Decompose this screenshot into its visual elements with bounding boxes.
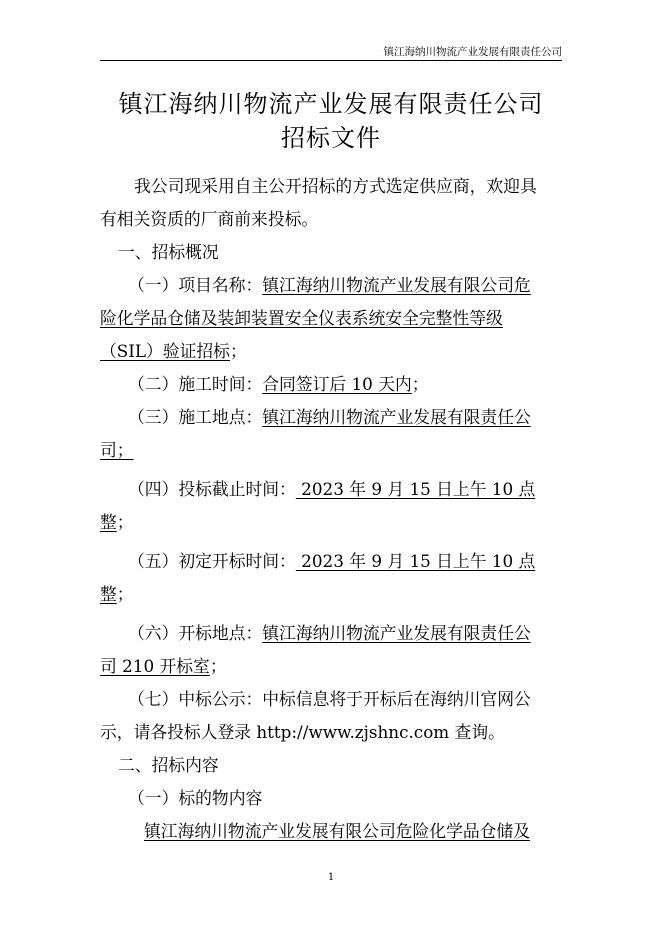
document-title: 招标文件 bbox=[281, 124, 381, 152]
opening-time-value: 整 bbox=[100, 584, 117, 604]
content-line-1 bbox=[100, 815, 562, 848]
item-opening-time bbox=[100, 545, 562, 578]
document-title-company: 镇江海纳川物流产业发展有限责任公司 bbox=[118, 90, 544, 118]
construction-time-value: 合同签订后 10 天内 bbox=[262, 374, 412, 394]
intro-line-1: 我公司现采用自主公开招标的方式选定供应商，欢迎具 bbox=[134, 176, 537, 196]
item-award-notice-cont: 示，请各投标人登录 http://www.zjshnc.com 查询。 bbox=[100, 722, 505, 742]
project-name-value: 险化学品仓储及装卸装置安全仪表系统安全完整性等级 bbox=[100, 308, 503, 328]
punctuation: ； bbox=[411, 374, 429, 394]
punctuation: ； bbox=[229, 341, 247, 361]
punctuation: ； bbox=[116, 512, 134, 532]
item-bid-deadline bbox=[100, 473, 562, 506]
item-label: （五）初定开标时间： bbox=[128, 551, 296, 571]
item-opening-time-cont bbox=[100, 578, 562, 611]
opening-time-value: 2023 年 9 月 15 日上午 10 点 bbox=[295, 551, 536, 571]
content-value: 镇江海纳川物流产业发展有限公司危险化学品仓储及 bbox=[144, 821, 530, 841]
item-project-name bbox=[100, 269, 562, 302]
item-project-name-cont bbox=[100, 302, 562, 335]
item-construction-site-cont bbox=[100, 434, 562, 467]
item-label: （三）施工地点： bbox=[128, 407, 263, 427]
item-award-notice: （七）中标公示：中标信息将于开标后在海纳川官网公 bbox=[128, 689, 531, 709]
item-label: （四）投标截止时间： bbox=[128, 479, 296, 499]
punctuation: ； bbox=[116, 584, 134, 604]
section-heading-overview: 一、招标概况 bbox=[118, 242, 219, 262]
item-construction-time bbox=[100, 368, 562, 401]
item-label: （一）项目名称： bbox=[128, 275, 263, 295]
page-number: 1 bbox=[327, 872, 335, 883]
construction-site-value: 镇江海纳川物流产业发展有限责任公 bbox=[262, 407, 531, 427]
intro-line-2: 有相关资质的厂商前来投标。 bbox=[100, 209, 319, 229]
item-construction-site bbox=[100, 401, 562, 434]
opening-location-value: 镇江海纳川物流产业发展有限责任公 bbox=[262, 623, 531, 643]
item-opening-location-cont bbox=[100, 650, 562, 683]
bid-deadline-value: 整 bbox=[100, 512, 117, 532]
item-project-name-cont bbox=[100, 335, 562, 368]
running-header: 镇江海纳川物流产业发展有限责任公司 bbox=[383, 46, 562, 58]
bid-deadline-value: 2023 年 9 月 15 日上午 10 点 bbox=[295, 479, 536, 499]
document-body bbox=[100, 170, 562, 848]
subsection-heading-subject: （一）标的物内容 bbox=[128, 788, 263, 808]
header-rule bbox=[100, 60, 562, 61]
opening-location-value: 司 210 开标室 bbox=[100, 656, 210, 676]
section-heading-content: 二、招标内容 bbox=[118, 755, 219, 775]
punctuation: ； bbox=[209, 656, 227, 676]
item-opening-location bbox=[100, 617, 562, 650]
item-bid-deadline-cont bbox=[100, 506, 562, 539]
item-label: （六）开标地点： bbox=[128, 623, 263, 643]
project-name-value: （SIL）验证招标 bbox=[100, 341, 230, 361]
construction-site-value: 司； bbox=[100, 440, 134, 460]
item-label: （二）施工时间： bbox=[128, 374, 263, 394]
project-name-value: 镇江海纳川物流产业发展有限公司危 bbox=[262, 275, 531, 295]
